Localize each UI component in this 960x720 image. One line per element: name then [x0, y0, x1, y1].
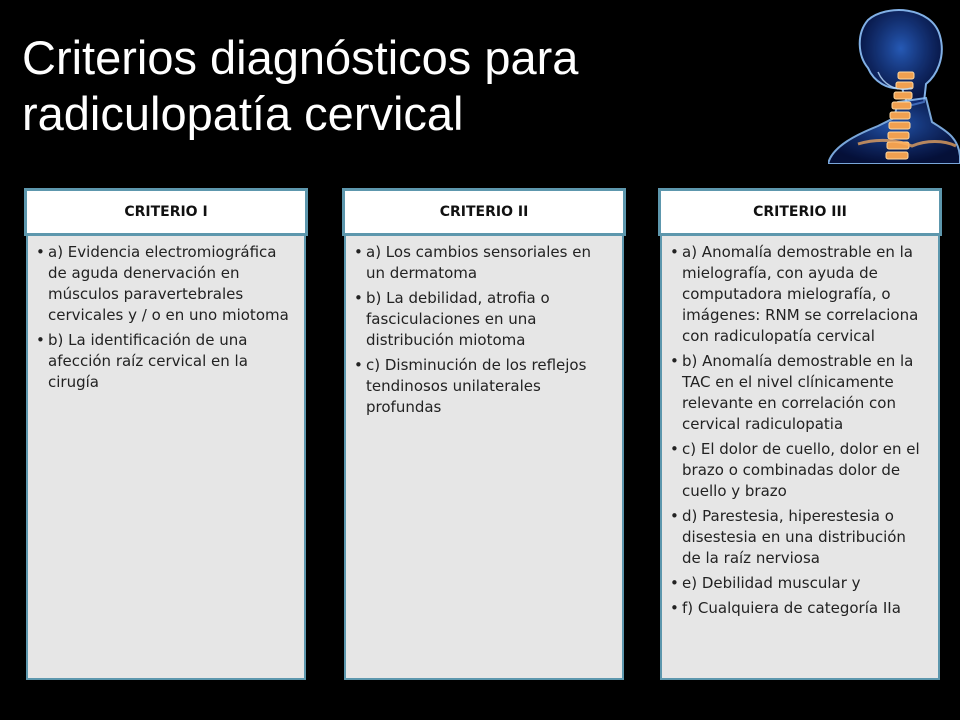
criterion-1-header: CRITERIO I — [24, 188, 308, 236]
criterion-1-item-b: • b) La identificación de una afección raíz cervical en la cirugía — [32, 330, 294, 393]
criterion-3-item-b: • b) Anomalía demostrable en la TAC en el nivel clínicamente relevante en correlación con cervical radiculopatia — [666, 351, 928, 435]
slide-title — [22, 30, 722, 142]
criterion-3-item-d: • d) Parestesia, hiperestesia o disestesia en una distribución de la raíz nerviosa — [666, 506, 928, 569]
criterion-3-column — [658, 188, 942, 682]
criterion-2-item-c: • c) Disminución de los reflejos tendinosos unilaterales profundas — [350, 355, 612, 418]
title-line-2: radiculopatía cervical — [22, 87, 464, 140]
title-line-1: Criterios diagnósticos para — [22, 31, 579, 84]
criterion-2-column — [342, 188, 626, 682]
criterion-1-item-a: • a) Evidencia electromiográfica de aguda denervación en músculos paravertebrales cervicales y / o en uno miotoma — [32, 242, 294, 326]
criterion-3-item-c: • c) El dolor de cuello, dolor en el brazo o combinadas dolor de cuello y brazo — [666, 439, 928, 502]
criterion-1-body — [26, 234, 306, 680]
criterion-2-item-b: • b) La debilidad, atrofia o fasciculaciones en una distribución miotoma — [350, 288, 612, 351]
criterion-3-body — [660, 234, 940, 680]
criterion-3-item-f: • f) Cualquiera de categoría IIa — [666, 598, 928, 619]
criterion-3-item-e: • e) Debilidad muscular y — [666, 573, 928, 594]
criterion-3-header: CRITERIO III — [658, 188, 942, 236]
criterion-2-body — [344, 234, 624, 680]
criterion-1-column — [24, 188, 308, 682]
criterion-2-item-a: • a) Los cambios sensoriales en un dermatoma — [350, 242, 612, 284]
neck-spine-illustration-icon — [828, 6, 960, 164]
criterion-3-item-a: • a) Anomalía demostrable en la mielografía, con ayuda de computadora mielografía, o imágenes: RNM se correlaciona con radiculopatía cervical — [666, 242, 928, 347]
criterion-2-header: CRITERIO II — [342, 188, 626, 236]
